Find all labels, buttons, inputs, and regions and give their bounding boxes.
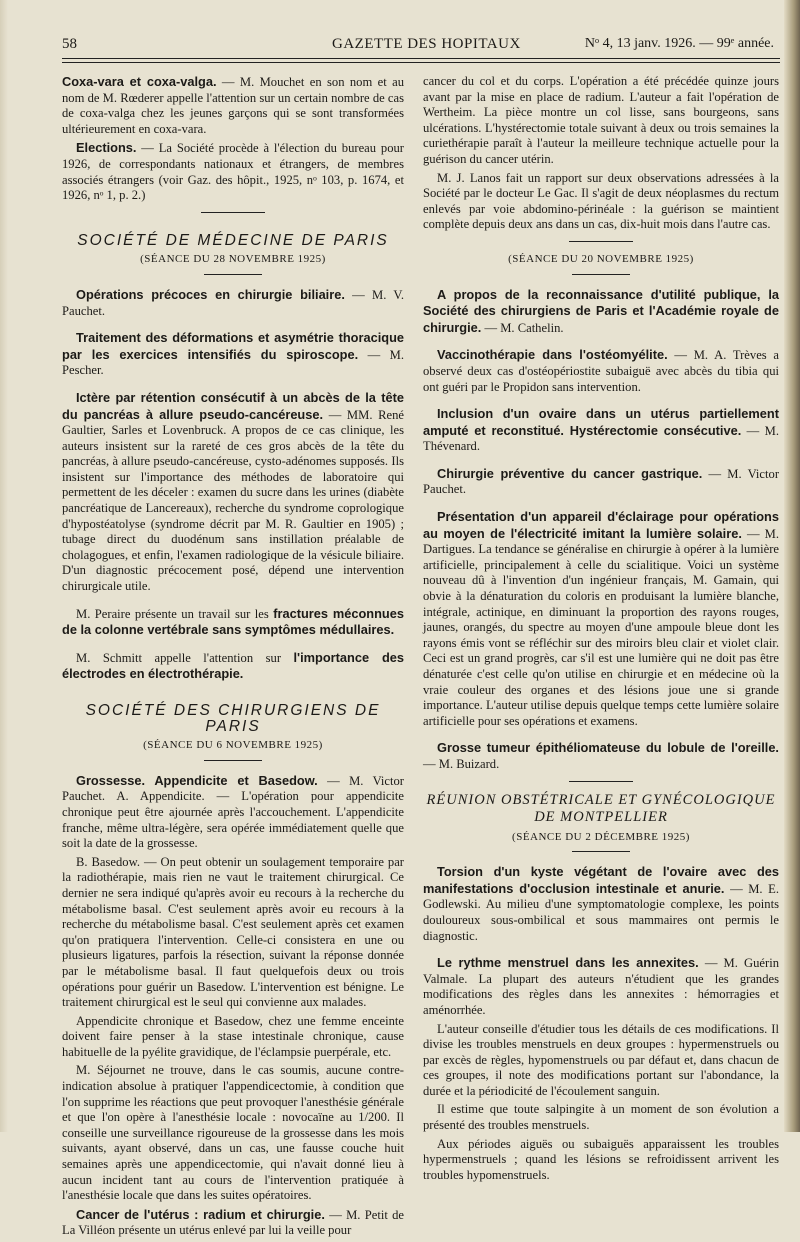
article xyxy=(62,773,404,852)
article-title: Grossesse. Appendicite et Basedow. xyxy=(76,772,318,788)
article-text: — M. Thévenard. xyxy=(423,423,779,454)
page-right-edge xyxy=(784,0,800,1132)
article-title: fractures méconnues de la colonne vertébrale sans symptômes médullaires. xyxy=(62,605,404,638)
short-divider xyxy=(572,274,630,275)
article-text: — M. Dartigues. La tendance se généralise en chirurgie à opérer à la lumière artificielle, principalement à celle du scialitique. Voici un système nouveau dû à l'invention d'un ingénieur français, M. Gamain, qui obvie à la dénaturation du coloris en produisant la lumière blanche, intégrale, actinique, en diminuant la proportion des rayons rouges, jaunes, orangés, du spectre au moyen d'une ampoule bleue dont les rayons émis vont se réfléchir sur des miroirs bleu clair et violet clair. Ceci est un grand progrès, car s'il est une lumière qui ne doit pas être dénaturée c'est celle qu'on utilise en chirurgie et en médecine où la vraie couleur des organes et des lésions joue une si grande importance. L'auteur utilise depuis quelque temps cette lumière solaire artificielle pour ses opérations et examens. xyxy=(423,526,779,728)
article xyxy=(62,650,404,683)
article xyxy=(423,466,779,498)
issue-info: Nᵒ 4, 13 janv. 1926. — 99ᵉ année. xyxy=(584,36,774,51)
journal-title: GAZETTE DES HOPITAUX xyxy=(332,36,521,52)
article-paragraph: L'auteur conseille d'étudier tous les détails de ces modifications. Il divise les troubles menstruels en deux groupes : hypermenstruels ou par excès de règles, hypomenstruels ou par défaut et, dans chacun de ces groupes, il note des modifications portant sur l'abondance, la durée et la périodicité de l'écoulement sanguin. xyxy=(423,1021,779,1098)
article xyxy=(62,330,404,379)
page-left-edge xyxy=(0,0,8,1132)
article-paragraph: Appendicite chronique et Basedow, chez une femme enceinte doivent faire penser à la stase intestinale chronique, cause habituelle de la pyélite gravidique, de l'éclampsie puerpérale, etc. xyxy=(62,1013,404,1059)
article-title: Coxa-vara et coxa-valga. xyxy=(62,74,217,89)
section-title: SOCIÉTÉ DES CHIRURGIENS DE PARIS xyxy=(85,702,381,735)
seance-date: (SÉANCE DU 2 DÉCEMBRE 1925) xyxy=(512,830,690,843)
article xyxy=(423,740,779,772)
article-title: Traitement des déformations et asymétrie thoracique par les exercices intensifiés du spiroscope. xyxy=(62,330,404,362)
right-column xyxy=(423,74,779,1186)
page-header xyxy=(62,32,780,54)
article xyxy=(62,606,404,639)
article-text: M. Schmitt appelle l'attention sur xyxy=(76,650,294,665)
article-title: A propos de la reconnaissance d'utilité publique, la Société des chirurgiens de Paris et l'Académie royale de chirurgie. xyxy=(423,286,779,335)
article-text: — MM. René Gaultier, Sarles et Lovenbruck. A propos de ce cas clinique, les auteurs insistent sur la rareté de ces gros abcès de la tête du pancréas, à allure pseudo-cancéreuse, cysto-adénomes supposés. Ils insistent sur l'importance des méthodes de laboratoire qui permettent de les déceler : examen du sucre dans les urines (diabète pancréatique de Lancereaux), recherche du syndrome coprologique d'hypostéatolyse (syndrome décrit par M. R. Gaultier en 1905) ; tubage direct du duodénum sans instillation préalable de cholagogues, et enfin, l'examen radiologique de la vésicule biliaire. D'un diagnostic précocement posé, dépend une intervention chirurgicale utile. xyxy=(62,407,404,594)
article-title: Torsion d'un kyste végétant de l'ovaire avec des manifestations d'occlusion intestinale et anurie. xyxy=(423,864,779,896)
article-title: l'importance des électrodes en électrothérapie. xyxy=(62,649,405,682)
section-divider xyxy=(201,212,265,213)
header-rule-bottom xyxy=(62,62,780,63)
article-text: — M. Buizard. xyxy=(423,756,500,771)
article-title: Ictère par rétention consécutif à un abcès de la tête du pancréas à allure pseudo-cancéreuse. xyxy=(62,389,404,422)
article-text: — M. Mouchet en son nom et au nom de M. Rœderer appelle l'attention sur un certain nombre de cas de coxa-valga chez les jeunes garçons qui se sont transformées ultérieurement en coxa-vara. xyxy=(62,75,404,136)
article-paragraph: Il estime que toute salpingite à un moment de son évolution a présenté des troubles menstruels. xyxy=(423,1102,779,1133)
article-text: — M. Victor Pauchet. xyxy=(423,466,780,497)
article-text: — M. Petit de La Villéon présente un utérus enlevé par lui la veille pour xyxy=(62,1207,405,1238)
article xyxy=(423,347,779,395)
article-text: — M. Cathelin. xyxy=(481,320,564,335)
article-text: — M. Pescher. xyxy=(62,347,404,378)
seance-date: (SÉANCE DU 28 NOVEMBRE 1925) xyxy=(140,253,326,266)
seance-date: (SÉANCE DU 6 NOVEMBRE 1925) xyxy=(143,739,323,752)
seance-date: (SÉANCE DU 20 NOVEMBRE 1925) xyxy=(508,252,694,265)
section-title: SOCIÉTÉ DE MÉDECINE DE PARIS xyxy=(77,231,389,249)
article-text: — M. A. Trèves a observé deux cas d'ostéopériostite subaiguë avec abcès du tibia qui ont guéri par le Propidon sans intervention. xyxy=(423,348,780,394)
article-elections xyxy=(62,140,404,203)
article-text: — La Société procède à l'élection du bureau pour 1926, de correspondants nationaux et étrangers, de membres associés étrangers (voir Gaz. des hôpit., 1925, nᵒ 103, p. 1674, et 1926, nᵒ 1, p. 2.) xyxy=(62,141,404,203)
article-paragraph: cancer du col et du corps. L'opération a été précédée quinze jours avant par la mise en place de radium. L'auteur a fait l'opération de Wertheim. La pièce montre un col lisse, sans bourgeons, sans ulcérations. L'hystérectomie totale suivant à deux ou trois semaines la curiethérapie paraît à l'auteur la meilleure technique actuelle pour la guérison du cancer utérin. xyxy=(423,74,779,166)
article xyxy=(423,406,779,455)
article-title: Le rythme menstruel dans les annexites. xyxy=(437,955,699,971)
article-title: Elections. xyxy=(76,140,137,156)
article-title: Opérations précoces en chirurgie biliaire. xyxy=(76,286,345,302)
article xyxy=(62,287,404,319)
article-text: M. Peraire présente un travail sur les xyxy=(76,606,274,621)
article-text: — M. V. Pauchet. xyxy=(62,287,404,318)
page-number: 58 xyxy=(62,36,77,52)
article-title: Chirurgie préventive du cancer gastrique. xyxy=(437,465,703,481)
left-column xyxy=(62,74,404,1242)
article-title: Présentation d'un appareil d'éclairage pour opérations au moyen de l'électricité imitant la lumière solaire. xyxy=(423,509,779,541)
article xyxy=(423,955,779,1018)
article-title: Inclusion d'un ovaire dans un utérus partiellement amputé et reconstitué. Hystérectomie consécutive. xyxy=(423,406,779,438)
article xyxy=(62,390,404,595)
article-title: Vaccinothérapie dans l'ostéomyélite. xyxy=(437,347,668,363)
article xyxy=(62,1207,404,1239)
article-text: — M. Victor Pauchet. A. Appendicite. — L'opération pour appendicite chronique peut être ajournée après l'accouchement. L'appendicite franche, même ultra-légère, sera opérée immédiatement quelle que soit la date de la grossesse. xyxy=(62,773,404,851)
section-title-line: DE MONTPELLIER xyxy=(534,808,668,825)
short-divider xyxy=(572,851,630,852)
section-title xyxy=(423,792,779,826)
section-title-line: RÉUNION OBSTÉTRICALE ET GYNÉCOLOGIQUE xyxy=(426,791,776,808)
short-divider xyxy=(204,274,262,275)
article xyxy=(423,509,779,729)
article-text: — M. E. Godlewski. Au milieu d'une symptomatologie complexe, les points douloureux sous-ombilical et sous mammaires ont permis le diagnostic. xyxy=(423,881,780,943)
header-rule-top xyxy=(62,58,780,59)
short-divider xyxy=(204,760,262,761)
article xyxy=(423,287,779,337)
article-paragraph: M. J. Lanos fait un rapport sur deux observations adressées à la Société par le docteur Le Gac. Il s'agit de deux néoplasmes du rectum enlevés par voie abdomino-périnéale : la guérison se maintient complète depuis deux ans dans un cas, dix-huit mois dans l'autre cas. xyxy=(423,170,779,232)
article-paragraph: B. Basedow. — On peut obtenir un soulagement temporaire par la radiothérapie, mais rien ne vaut le traitement chirurgical. Ce dernier ne sera indiqué qu'après avoir eu recours à la recherche du métabolisme basal. C'est seulement après avoir eu recours à la recherche du métabolisme basal. C'est seulement après cet examen qu'on pratiquera l'intervention. Celle-ci consistera en une ou plusieurs ligatures, parfois la résection, suivant la réponse donnée par le métabolisme basal. Il faut quelquefois deux ou trois opérations pour guérir un Basedow. L'intervention est bénigne. Le traitement chirurgical est le seul qui convienne aux malades. xyxy=(62,854,404,1010)
article-paragraph: Aux périodes aiguës ou subaiguës apparaissent les troubles hypermenstruels ; quand les lésions se refroidissent arrivent les troubles hypomenstruels. xyxy=(423,1136,779,1182)
article-coxa xyxy=(62,74,404,137)
article-title: Cancer de l'utérus : radium et chirurgie. xyxy=(76,1206,325,1222)
article xyxy=(423,864,779,944)
section-divider xyxy=(569,241,633,242)
article-title: Grosse tumeur épithéliomateuse du lobule de l'oreille. xyxy=(437,740,779,756)
article-text: — M. Guérin Valmale. La plupart des auteurs n'étudient que les grandes modifications des règles dans les annexites : hémorragies et aménorrhée. xyxy=(423,956,780,1017)
article-paragraph: M. Séjournet ne trouve, dans le cas soumis, aucune contre-indication absolue à pratiquer l'appendicectomie, à condition que l'on supprime les réactions que peut provoquer l'anesthésie générale et que l'on opère à l'anesthésie locale : novocaïne au 1/200. Il conseille une surveillance rigoureuse de la grossesse dans les mois suivants, ayant observé, dans un cas, une fausse couche huit semaines après une appendicectomie, qui n'avait donné lieu à aucun incident tant au cours de l'intervention pratiquée à l'anesthésie locale que dans les suites opératoires. xyxy=(62,1063,404,1203)
section-divider xyxy=(569,781,633,782)
